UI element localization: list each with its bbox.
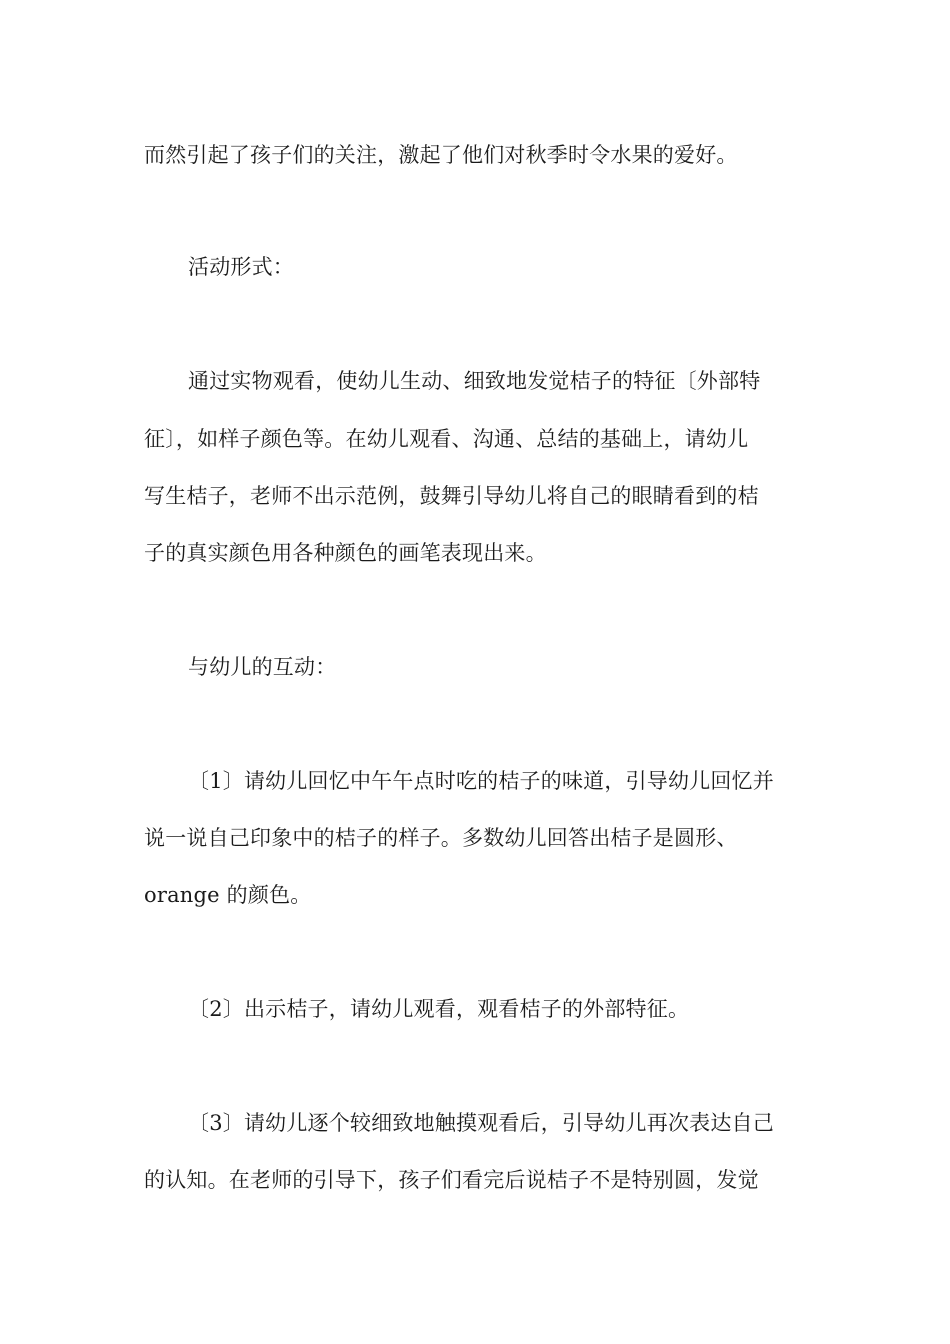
text-line: 的认知。在老师的引导下，孩子们看完后说桔子不是特别圆，发觉 [144, 1168, 759, 1192]
text-line: 〔2〕出示桔子，请幼儿观看，观看桔子的外部特征。 [188, 997, 690, 1021]
text-line: 征〕，如样子颜色等。在幼儿观看、沟通、总结的基础上，请幼儿 [144, 427, 749, 451]
section-heading-activity-form: 活动形式： [188, 255, 294, 279]
section-heading-interaction: 与幼儿的互动： [188, 655, 337, 679]
text-line: 说一说自己印象中的桔子的样子。多数幼儿回答出桔子是圆形、 [144, 826, 738, 850]
text-line: 子的真实颜色用各种颜色的画笔表现出来。 [144, 541, 547, 565]
text-line: orange 的颜色。 [144, 883, 312, 907]
text-line: 通过实物观看，使幼儿生动、细致地发觉桔子的特征〔外部特 [188, 369, 761, 393]
text-line: 〔1〕请幼儿回忆中午午点时吃的桔子的味道，引导幼儿回忆并 [188, 769, 774, 793]
text-line: 而然引起了孩子们的关注，激起了他们对秋季时令水果的爱好。 [144, 143, 738, 167]
text-line: 写生桔子，老师不出示范例，鼓舞引导幼儿将自己的眼睛看到的桔 [144, 484, 759, 508]
text-line: 〔3〕请幼儿逐个较细致地触摸观看后，引导幼儿再次表达自己 [188, 1111, 774, 1135]
